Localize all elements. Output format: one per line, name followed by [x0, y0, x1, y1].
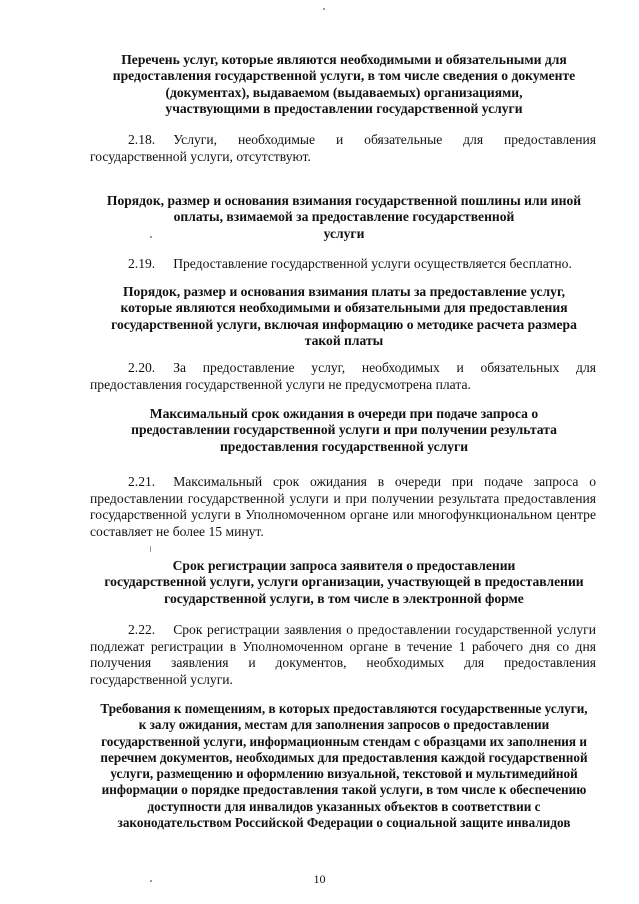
- heading-line: услуги, размещению и оформлению визуальной, текстовой и мультимедийной: [110, 766, 578, 782]
- heading-line: государственной услуги, включая информацию о методике расчета размера: [111, 316, 577, 332]
- heading-line: (документах), выдаваемом (выдаваемых) организациями,: [165, 84, 523, 100]
- heading-line: Срок регистрации запроса заявителя о предоставлении: [172, 558, 516, 573]
- paragraph-number: 2.21.: [128, 474, 156, 489]
- heading-line: к залу ожидания, местам для заполнения запросов о предоставлении: [138, 717, 550, 733]
- heading-line: доступности для инвалидов указанных объектов в соответствии с: [147, 798, 541, 814]
- heading-line: государственной услуги, услуги организации, участвующей в предоставлении: [104, 574, 584, 590]
- paragraph-text: Предоставление государственной услуги осуществляется бесплатно.: [173, 256, 572, 271]
- paragraph-2-21: [90, 474, 596, 540]
- heading-line: участвующими в предоставлении государственной услуги: [165, 100, 523, 116]
- scan-speck: [150, 546, 151, 552]
- paragraph-text: Услуги, необходимые и обязательные для предоставления государственной услуги, отсутствуют.: [90, 132, 596, 164]
- heading-line: которые являются необходимыми и обязательными для предоставления: [120, 300, 568, 316]
- heading-line: предоставлении государственной услуги и при получении результата: [131, 422, 557, 438]
- heading-line: Требования к помещениям, в которых предоставляются государственные услуги,: [100, 701, 588, 716]
- heading-line: оплаты, взимаемой за предоставление государственной: [173, 209, 515, 225]
- scan-speck: [323, 8, 325, 10]
- heading-line: Перечень услуг, которые являются необходимыми и обязательными для: [121, 52, 567, 67]
- heading-line: государственной услуги, в том числе в электронной форме: [164, 590, 524, 606]
- section-heading-premises-requirements: [84, 701, 604, 831]
- heading-line: Порядок, размер и основания взимания государственной пошлины или иной: [106, 193, 582, 208]
- paragraph-text: Срок регистрации заявления о предоставлении государственной услуги подлежат регистрации в Уполномоченном органе в течение 1 рабочего дня со дня получения заявления и документов, необходимых для предоставления государственной услуги.: [90, 622, 596, 687]
- paragraph-number: 2.19.: [128, 256, 156, 271]
- paragraph-2-22: [90, 622, 596, 688]
- paragraph-number: 2.22.: [128, 622, 156, 637]
- paragraph-2-18: [90, 132, 596, 165]
- section-heading-fees: [88, 284, 600, 349]
- paragraph-number: 2.18.: [128, 132, 156, 147]
- heading-line: государственной услуги, информационным стендам с образцами их заполнения и: [101, 733, 587, 749]
- section-heading-registration: [88, 558, 600, 607]
- paragraph-number: 2.20.: [128, 360, 156, 375]
- heading-line: Порядок, размер и основания взимания платы за предоставление услуг,: [122, 284, 566, 299]
- heading-line: Максимальный срок ожидания в очереди при подаче запроса о: [149, 406, 539, 421]
- page-number: 10: [313, 872, 326, 886]
- heading-line: информации о порядке предоставления такой услуги, в том числе к обеспечению: [101, 782, 587, 798]
- paragraph-text: За предоставление услуг, необходимых и обязательных для предоставления государственной услуги не предусмотрена плата.: [90, 360, 596, 392]
- heading-line: предоставления государственной услуги: [219, 438, 469, 454]
- heading-line: законодательством Российской Федерации о социальной защите инвалидов: [117, 815, 571, 831]
- section-heading-state-duty: [88, 193, 600, 242]
- scan-speck: [150, 880, 152, 882]
- paragraph-text: Максимальный срок ожидания в очереди при подаче запроса о предоставлении государственной услуги и при получении результата предоставления государственной услуги в Уполномоченном органе или многофункциональном центре составляет не более 15 минут.: [90, 474, 596, 539]
- paragraph-2-19: [90, 256, 596, 273]
- section-heading-waiting-time: [88, 406, 600, 455]
- section-heading-services-list: [88, 52, 600, 117]
- heading-line: услуги: [323, 225, 365, 241]
- paragraph-2-20: [90, 360, 596, 393]
- scan-speck: [150, 236, 152, 238]
- heading-line: такой платы: [304, 332, 384, 348]
- heading-line: перечнем документов, необходимых для предоставления каждой государственной: [100, 749, 588, 765]
- heading-line: предоставления государственной услуги, в том числе сведения о документе: [112, 68, 576, 84]
